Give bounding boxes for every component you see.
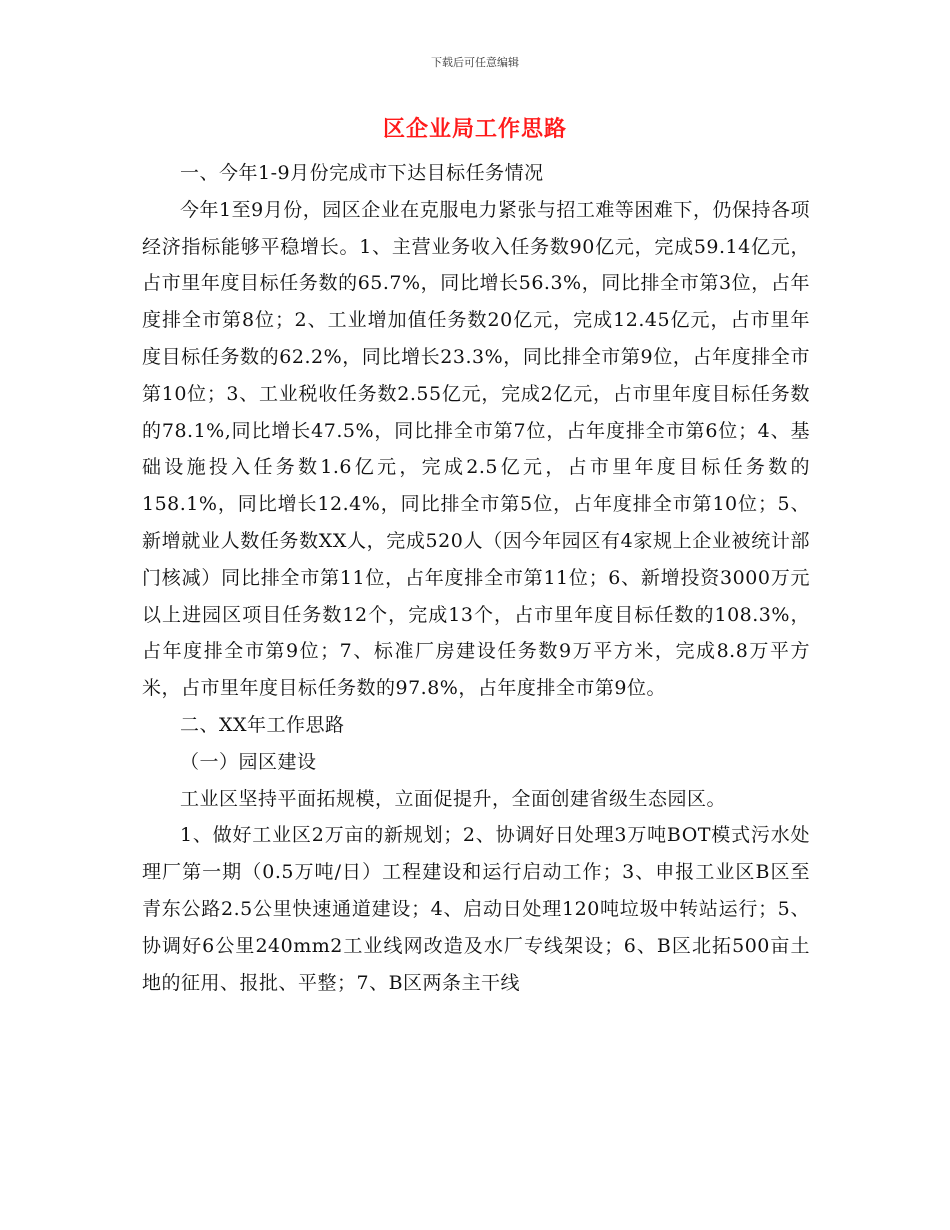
section-heading-2: 二、XX年工作思路 — [180, 713, 345, 736]
body-paragraph-park-tasks: 1、做好工业区2万亩的新规划；2、协调好日处理3万吨BOT模式污水处理厂第一期（0.5万吨/日）工程建设和运行启动工作；3、申报工业区B区至青东公路2.5公里快速通道建设；4、启动日处理120吨垃圾中转站运行；5、协调好6公里240mm2工业线网改造及水厂专线架设；6、B区北拓500亩土地的征用、报批、平整；7、B区两条主干线 — [142, 824, 810, 994]
body-paragraph-park-goal: 工业区坚持平面拓规模，立面促提升，全面创建省级生态园区。 — [180, 787, 727, 810]
body-paragraph-targets: 今年1至9月份，园区企业在克服电力紧张与招工难等困难下，仍保持各项经济指标能够平稳增长。1、主营业务收入任务数90亿元，完成59.14亿元，占市里年度目标任务数的65.7%，同比增长56.3%，同比排全市第3位，占年度排全市第8位；2、工业增加值任务数20亿元，完成12.45亿元，占市里年度目标任务数的62.2%，同比增长23.3%，同比排全市第9位，占年度排全市第10位；3、工业税收任务数2.55亿元，完成2亿元，占市里年度目标任务数的78.1%,同比增长47.5%，同比排全市第7位，占年度排全市第6位；4、基础设施投入任务数1.6亿元，完成2.5亿元，占市里年度目标任务数的158.1%，同比增长12.4%，同比排全市第5位，占年度排全市第10位；5、新增就业人数任务数XX人，完成520人（因今年园区有4家规上企业被统计部门核减）同比排全市第11位，占年度排全市第11位；6、新增投资3000万元以上进园区项目任务数12个，完成13个，占市里年度目标任数的108.3%，占年度排全市第9位；7、标准厂房建设任务数9万平方米，完成8.8万平方米，占市里年度目标任务数的97.8%，占年度排全市第9位。 — [142, 198, 810, 700]
section-heading-1: 一、今年1-9月份完成市下达目标任务情况 — [180, 162, 544, 184]
page-header-note: 下载后可任意编辑 — [431, 56, 519, 69]
document-title: 区企业局工作思路 — [382, 117, 567, 142]
subsection-heading-park: （一）园区建设 — [180, 750, 317, 773]
document-body — [142, 155, 810, 1001]
